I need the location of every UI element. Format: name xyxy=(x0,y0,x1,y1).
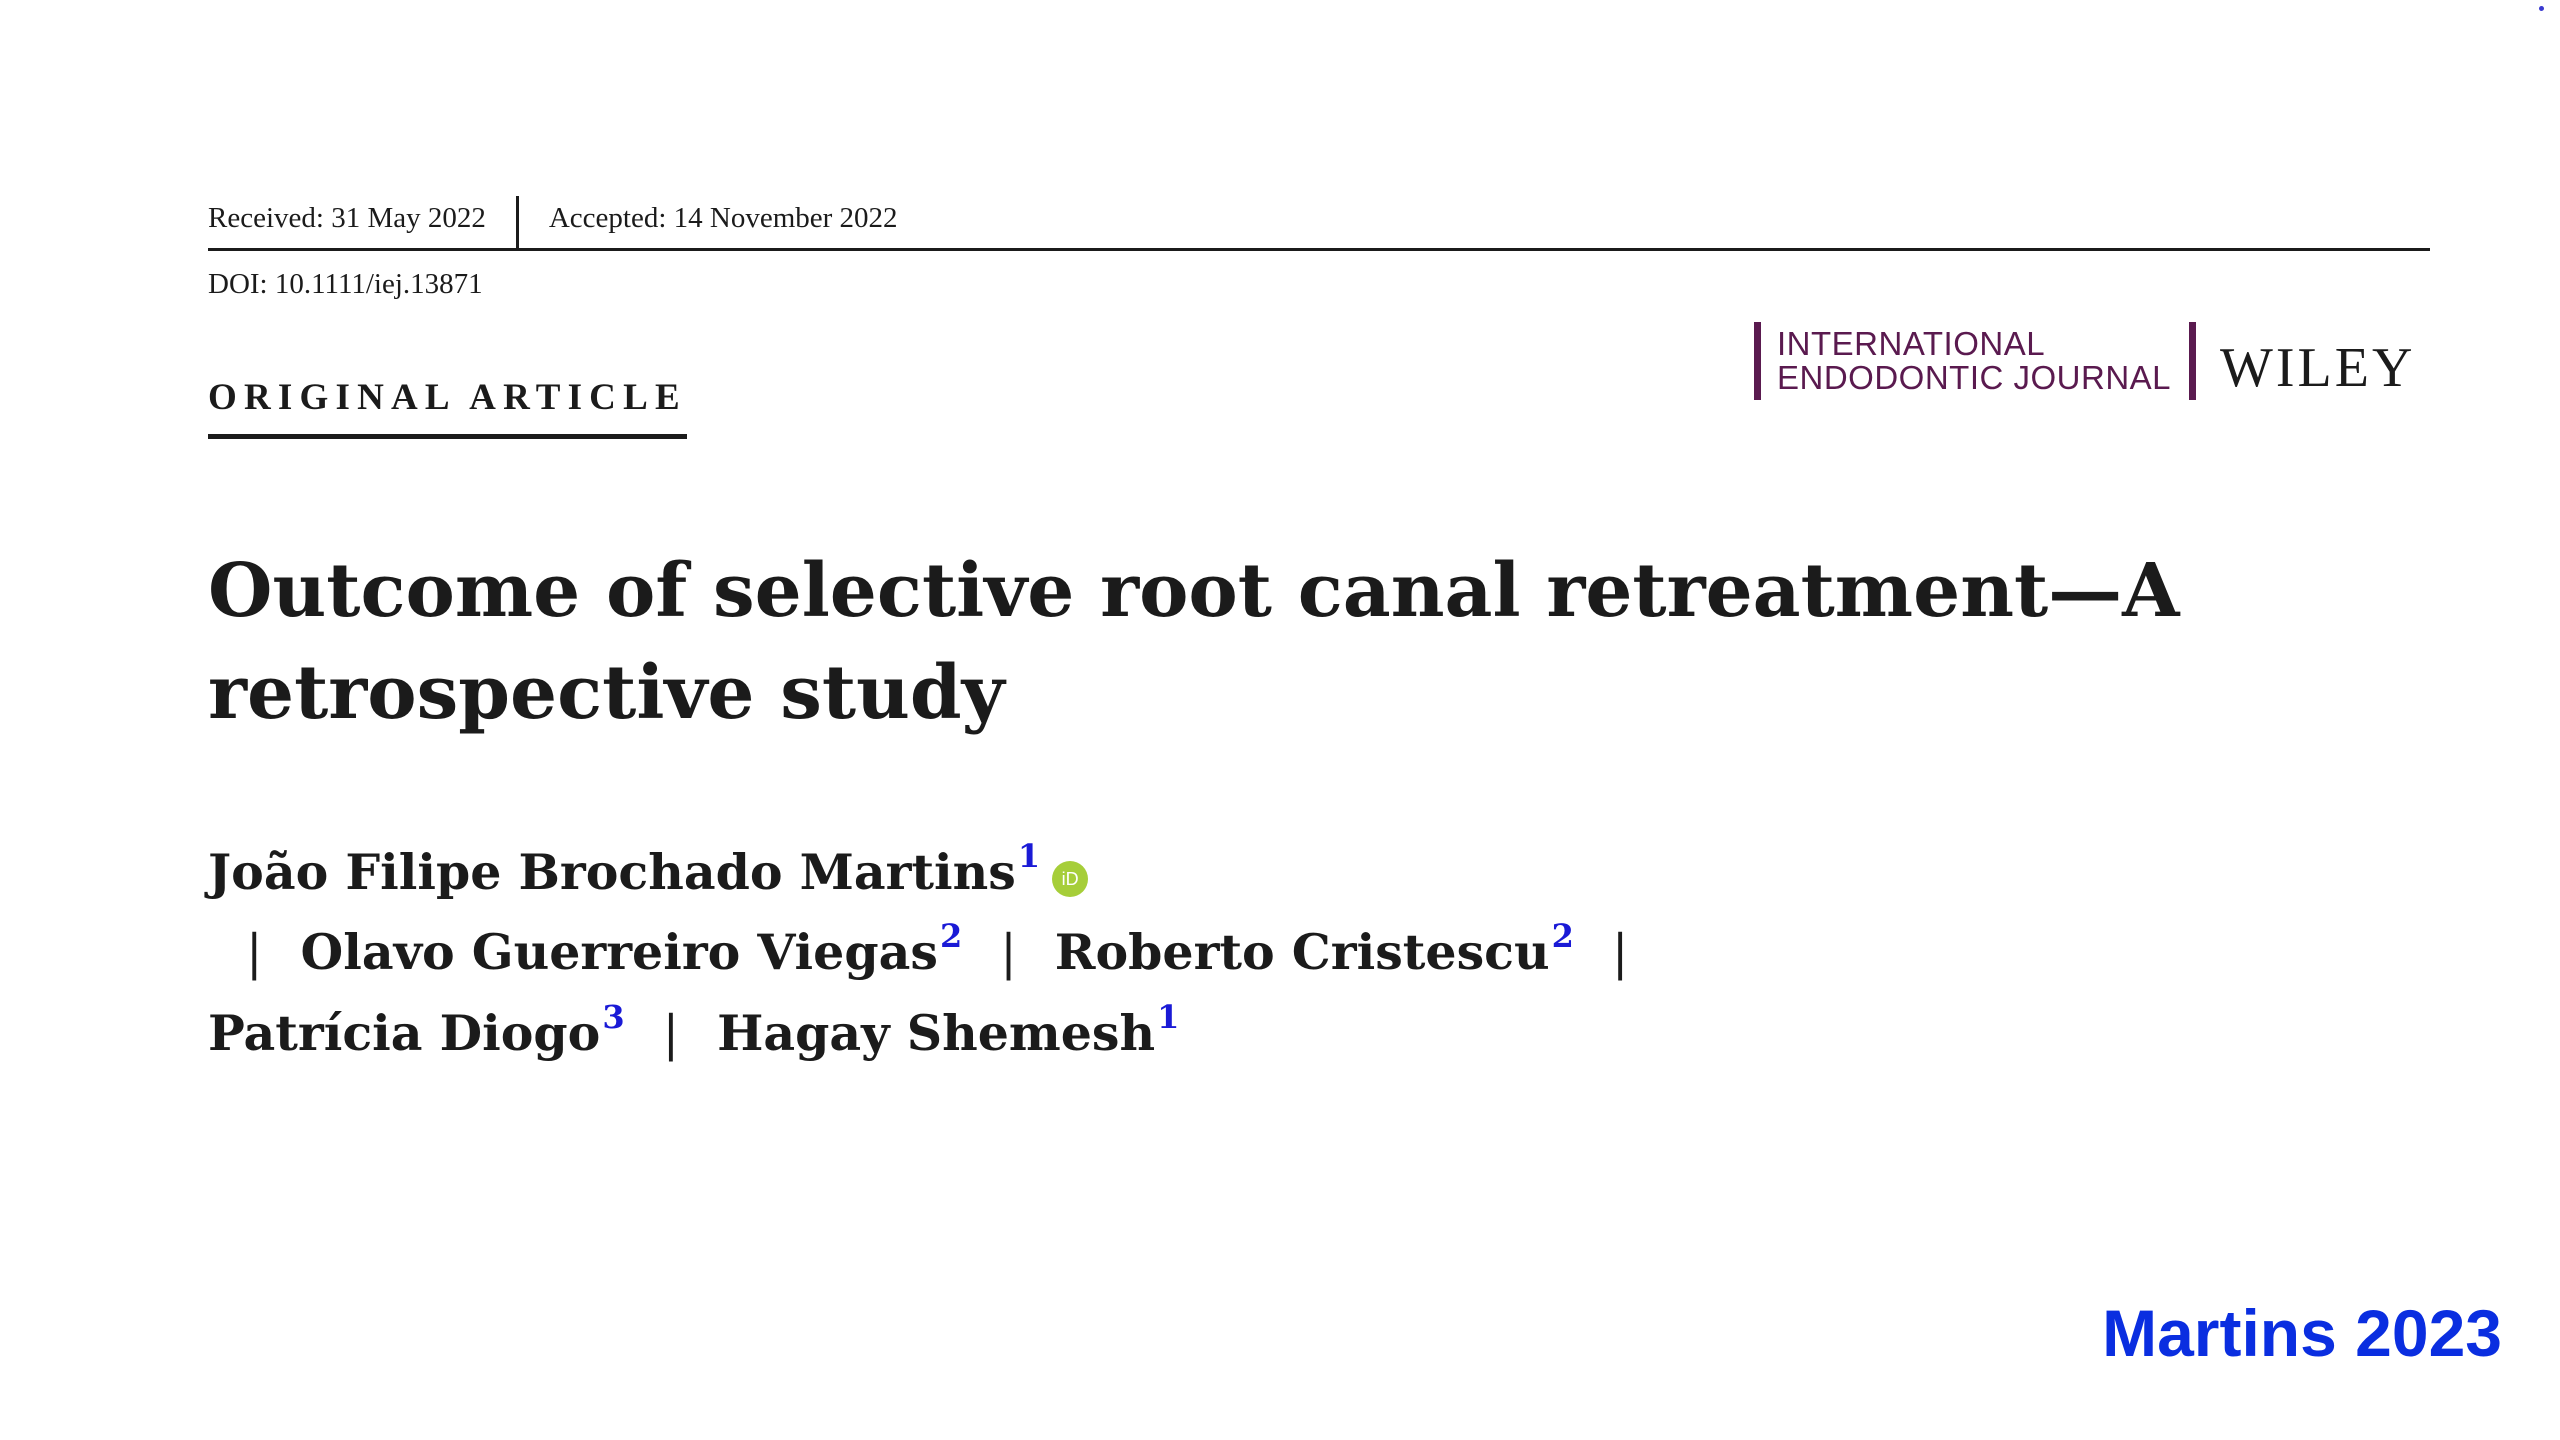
author[interactable] xyxy=(1054,917,1574,981)
author-name: Olavo Guerreiro Viegas xyxy=(300,923,938,981)
journal-name-line2: ENDODONTIC JOURNAL xyxy=(1777,359,2172,396)
title-line-2: retrospective study xyxy=(208,650,1005,736)
author-name: Roberto Cristescu xyxy=(1054,923,1550,981)
affiliation-marker[interactable]: 2 xyxy=(1551,917,1574,955)
dates-line xyxy=(208,196,2430,251)
publisher-logo[interactable]: WILEY xyxy=(2220,337,2416,399)
received-date: Received: 31 May 2022 xyxy=(208,196,519,248)
author[interactable] xyxy=(208,998,625,1062)
article-title xyxy=(208,540,2308,744)
author-separator: | xyxy=(662,1005,680,1062)
title-line-1: Outcome of selective root canal retreatment—A xyxy=(208,548,2180,634)
journal-name-line1: INTERNATIONAL xyxy=(1777,325,2046,362)
author-name: Hagay Shemesh xyxy=(717,1004,1156,1062)
author-name: Patrícia Diogo xyxy=(208,1004,601,1062)
journal-logo[interactable] xyxy=(1777,327,2171,395)
orcid-icon[interactable]: iD xyxy=(1052,861,1088,897)
author-line-1 xyxy=(208,832,2408,993)
journal-logo-bar xyxy=(1754,322,1761,400)
author-line-2 xyxy=(208,993,2408,1074)
affiliation-marker[interactable]: 1 xyxy=(1157,998,1180,1036)
author[interactable] xyxy=(717,998,1180,1062)
affiliation-marker[interactable]: 2 xyxy=(939,917,963,955)
author-list xyxy=(208,832,2408,1074)
corner-dot xyxy=(2539,6,2544,11)
affiliation-marker[interactable]: 1 xyxy=(1017,837,1041,875)
doi[interactable]: DOI: 10.1111/iej.13871 xyxy=(208,268,483,300)
author[interactable] xyxy=(300,917,963,981)
overlay-label: Martins 2023 xyxy=(2102,1296,2502,1370)
affiliation-marker[interactable]: 3 xyxy=(602,998,625,1036)
author[interactable] xyxy=(208,837,1088,901)
publisher-logo-bar xyxy=(2189,322,2196,400)
article-type-label: ORIGINAL ARTICLE xyxy=(208,372,687,439)
journal-logo-block xyxy=(1754,322,2415,400)
author-separator: | xyxy=(1611,924,1629,981)
author-separator: | xyxy=(246,924,263,981)
author-separator: | xyxy=(1000,924,1017,981)
accepted-date: Accepted: 14 November 2022 xyxy=(548,202,898,234)
author-name: João Filipe Brochado Martins xyxy=(208,843,1016,901)
